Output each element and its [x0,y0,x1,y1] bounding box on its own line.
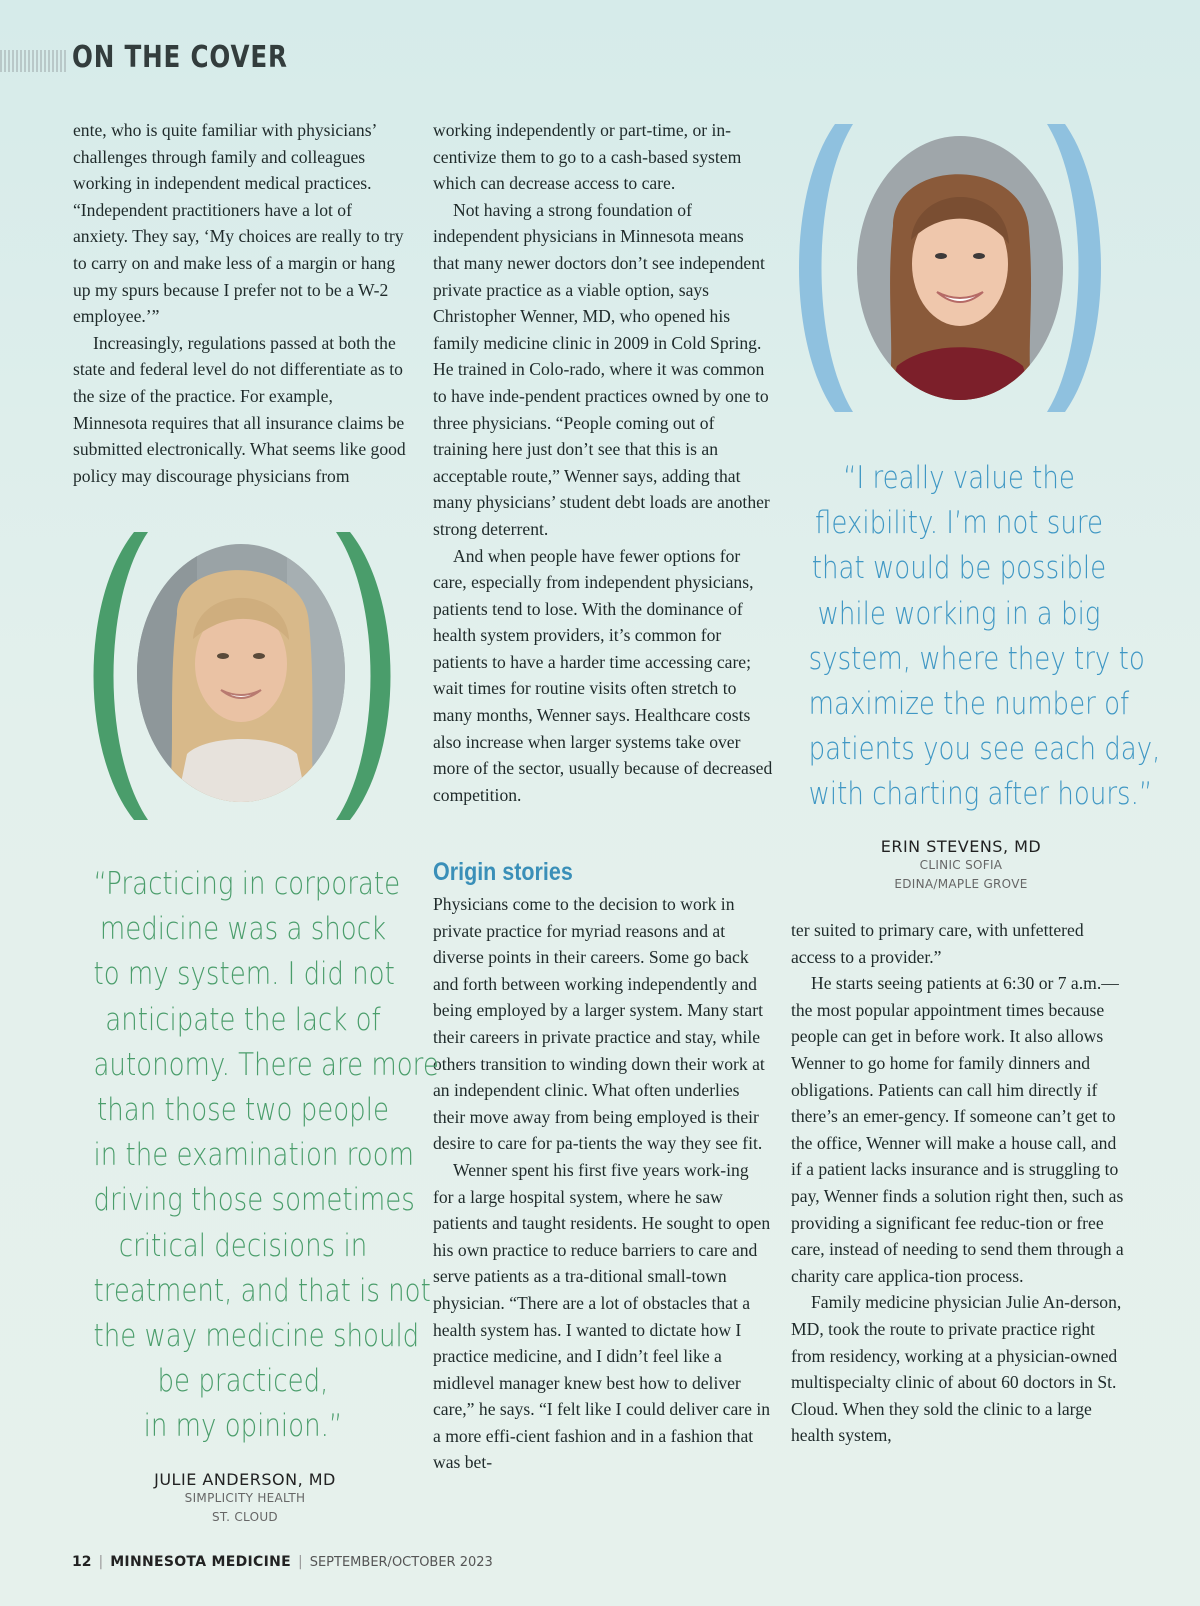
photo [857,136,1063,400]
section-title: ON THE COVER [72,40,288,75]
quote-line: driving those sometimes [93,1182,415,1219]
attribution-place: ST. CLOUD [212,1510,278,1524]
paragraph: ente, who is quite familiar with physicians’ challenges through family and colleagues working in independent medical practices. “Independent practitioners have a lot of anxiety. They say, ‘My choices are really to try to carry on and make less of a margin or hang up my spurs because I prefer not to be a W-2 employee.’” [73,120,404,327]
pull-quote-anderson [65,862,439,1450]
quote-line: treatment, and that is not [93,1272,431,1309]
article-column-3 [791,917,1131,1449]
quote-line: while working in a big [817,595,1101,632]
quote-line: to my system. I did not [93,956,395,993]
pull-quote-stevens [780,456,1161,818]
portrait-erin-stevens [795,122,1125,414]
subheading: Origin stories [433,858,573,886]
attribution-name: JULIE ANDERSON, MD [154,1470,336,1489]
paragraph: ter suited to primary care, with unfettered access to a provider.” [791,920,1084,967]
attribution-anderson [90,1470,400,1527]
footer-divider: | [98,1554,104,1570]
paragraph: Not having a strong foundation of independent physicians in Minnesota means that many newer doctors don’t see independent private practice as a viable option, says Christopher Wenner, MD, who opened his family medicine clinic in 2009 in Cold Spring. He trained in Colo-rado, where it was common to have inde-pendent practices owned by one to three physicians. “People coming out of training here just don’t see that this is an acceptable route,” Wenner says, adding that many physicians’ student debt loads are another strong deterrent. [433,199,770,539]
quote-line: that would be possible [811,550,1107,587]
paragraph: working independently or part-time, or in-centivize them to go to a cash-based system which can decrease access to care. [433,120,742,194]
header-decoration [0,50,66,72]
paragraph: Family medicine physician Julie An-derson, MD, took the route to private practice right from residency, working at a physician-owned multispecialty clinic of about 60 doctors in St. Cloud. When they sold the clinic to a large health system, [791,1292,1122,1446]
article-column-2 [433,117,773,808]
quote-line: be practiced, [157,1363,329,1400]
quote-line: “Practicing in corporate [93,866,401,902]
attribution-org: SIMPLICITY HEALTH [184,1491,306,1505]
quote-line: autonomy. There are more [93,1046,439,1083]
issue-date: SEPTEMBER/OCTOBER 2023 [309,1555,493,1570]
page-number: 12 [72,1554,92,1570]
page-footer [72,1554,493,1570]
attribution-name: ERIN STEVENS, MD [880,837,1042,856]
quote-line: in my opinion.” [143,1408,343,1445]
attribution-stevens [806,837,1116,894]
quote-line: patients you see each day, [808,731,1161,768]
quote-line: than those two people [97,1092,389,1129]
quote-line: system, where they try to [808,640,1145,677]
attribution-place: EDINA/MAPLE GROVE [894,877,1028,891]
article-column-1 [73,117,411,489]
article-column-2-continued [433,891,773,1476]
quote-line: flexibility. I’m not sure [814,505,1104,542]
magazine-name: MINNESOTA MEDICINE [110,1554,291,1570]
quote-line: critical decisions in [118,1227,368,1264]
quote-line: the way medicine should [93,1318,420,1355]
quote-line: “I really value the [843,460,1075,496]
paragraph: Wenner spent his first five years work-ing for a large hospital system, where he saw patients and taught residents. He sought to open his own practice to reduce barriers to care and serve patients as a tra-ditional small-town physician. “There are a lot of obstacles that a health system has. I wanted to dictate how I practice medicine, and I didn’t feel like a midlevel manager knew best how to deliver care,” he says. “I felt like I could deliver care in a more effi-cient fashion and in a fashion that was bet- [433,1159,771,1473]
quote-line: maximize the number of [808,686,1130,723]
quote-line: medicine was a shock [99,911,387,948]
footer-divider: | [298,1554,303,1570]
quote-line: in the examination room [93,1137,415,1174]
quote-line: with charting after hours.” [808,776,1153,813]
portrait-julie-anderson [76,530,408,822]
photo [137,544,345,802]
attribution-org: CLINIC SOFIA [919,858,1003,872]
paragraph: And when people have fewer options for care, especially from independent physicians, patients tend to lose. With the dominance of health system providers, it’s common for patients to have a harder time accessing care; wait times for routine visits often stretch to many months, Wenner says. Healthcare costs also increase when larger systems take over more of the sector, usually because of decreased competition. [433,545,773,805]
paragraph: He starts seeing patients at 6:30 or 7 a.m.—the most popular appointment times because people can get in before work. It also allows Wenner to go home for family dinners and obligations. Patients can call him directly if there’s an emer-gency. If someone can’t get to the office, Wenner will make a house call, and if a patient lacks insurance and is struggling to pay, Wenner finds a solution right then, such as providing a significant fee reduc-tion or free care, instead of needing to send them through a charity care applica-tion process. [791,973,1124,1286]
quote-line: anticipate the lack of [105,1001,381,1038]
paragraph: Physicians come to the decision to work in private practice for myriad reasons and at diverse points in their careers. Some go back and forth between working independently and being employed by a larger system. Many start their careers in private practice and stay, while others transition to winding down their work at an independent clinic. What often underlies their move away from being employed is their desire to care for pa-tients the way they see fit. [433,894,765,1154]
paragraph: Increasingly, regulations passed at both the state and federal level do not differentiate as to the size of the practice. For example, Minnesota requires that all insurance claims be submitted electronically. What seems like good policy may discourage physicians from [73,332,406,486]
